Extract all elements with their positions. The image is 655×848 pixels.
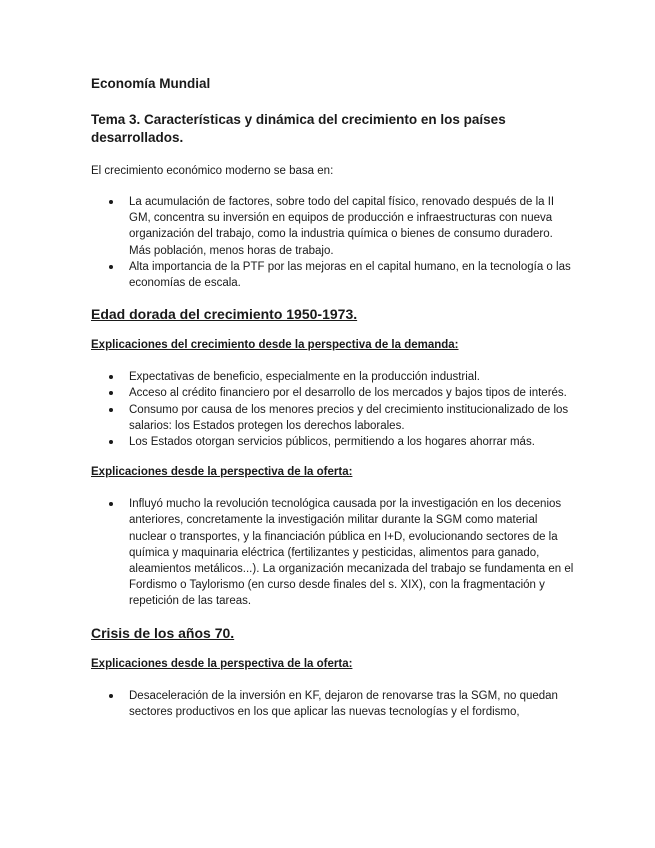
list-item: La acumulación de factores, sobre todo del capital físico, renovado después de la II GM, concentra su inversión en equipos de producción e infraestructuras con nueva organización del trabajo, como la industria química o bienes de consumo duradero. Más población, menos horas de trabajo. bbox=[91, 194, 575, 259]
subsection-title-demanda: Explicaciones del crecimiento desde la perspectiva de la demanda: bbox=[91, 339, 459, 352]
list-item: Alta importancia de la PTF por las mejoras en el capital humano, en la tecnología o las economías de escala. bbox=[91, 259, 575, 291]
intro-bullet-list bbox=[91, 194, 575, 291]
list-item: Los Estados otorgan servicios públicos, permitiendo a los hogares ahorrar más. bbox=[91, 434, 575, 450]
section-title-crisis: Crisis de los años 70. bbox=[91, 624, 235, 641]
subsection-title-oferta: Explicaciones desde la perspectiva de la oferta: bbox=[91, 466, 353, 479]
crisis-supply-bullet-list bbox=[91, 688, 575, 720]
demand-bullet-list bbox=[91, 369, 575, 450]
subsection-title-oferta-crisis: Explicaciones desde la perspectiva de la oferta: bbox=[91, 657, 353, 670]
list-item: Expectativas de beneficio, especialmente en la producción industrial. bbox=[91, 369, 575, 385]
list-item: Influyó mucho la revolución tecnológica causada por la investigación en los decenios anteriores, concretamente la investigación militar durante la SGM como material nuclear o transportes, y la financiación pública en I+D, evolucionando sectores de la química y maquinaria eléctrica (fertilizantes y pesticidas, alimentos para ganado, aleamientos metálicos...). La organización mecanizada del trabajo se fundamenta en el Fordismo o Taylorismo (en curso desde finales del s. XIX), con la fragmentación y repetición de las tareas. bbox=[91, 496, 575, 609]
supply-bullet-list bbox=[91, 496, 575, 609]
list-item: Acceso al crédito financiero por el desarrollo de los mercados y bajos tipos de interés. bbox=[91, 385, 575, 401]
intro-paragraph: El crecimiento económico moderno se basa en: bbox=[91, 165, 334, 177]
section-title-edad-dorada: Edad dorada del crecimiento 1950-1973. bbox=[91, 306, 358, 323]
list-item: Desaceleración de la inversión en KF, dejaron de renovarse tras la SGM, no quedan sectores productivos en los que aplicar las nuevas tecnologías y el fordismo, bbox=[91, 688, 575, 720]
list-item: Consumo por causa de los menores precios y del crecimiento institucionalizado de los salarios: los Estados protegen los derechos laborales. bbox=[91, 402, 575, 434]
document-title: Economía Mundial bbox=[91, 76, 211, 91]
tema-title: Tema 3. Características y dinámica del crecimiento en los países desarrollados. bbox=[91, 112, 506, 145]
